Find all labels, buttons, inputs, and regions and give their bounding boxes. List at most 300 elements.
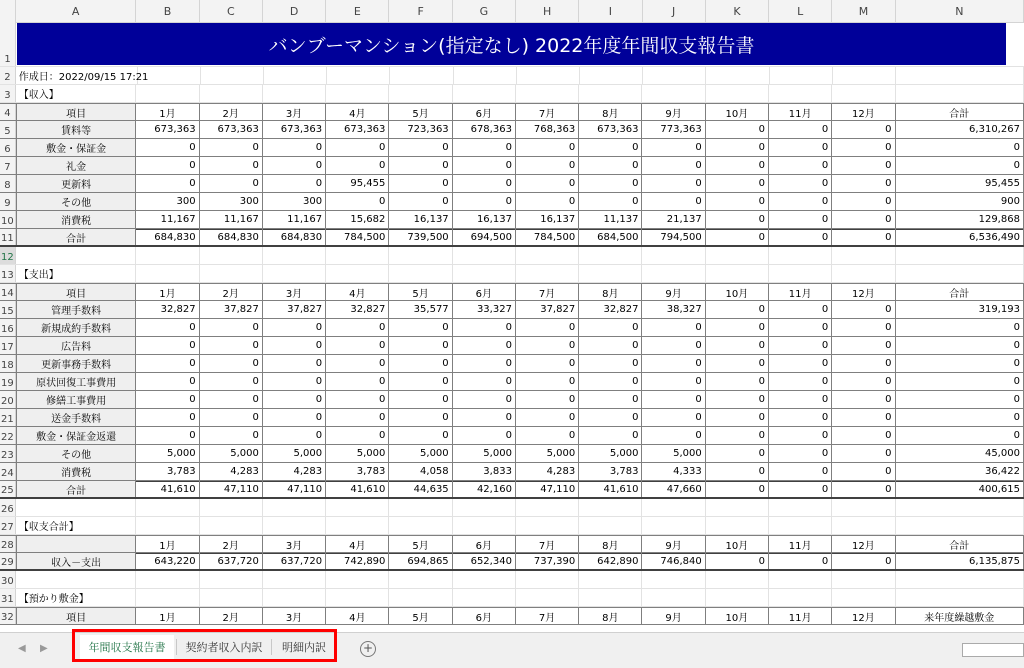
value-cell[interactable]: 0 (516, 193, 579, 210)
value-cell[interactable]: 0 (136, 373, 199, 390)
value-cell[interactable]: 0 (516, 427, 579, 444)
value-cell[interactable] (263, 589, 326, 606)
value-cell[interactable] (896, 265, 1024, 282)
value-cell[interactable]: 32,827 (136, 301, 199, 318)
value-cell[interactable] (642, 589, 705, 606)
value-cell[interactable] (896, 67, 1024, 84)
sheet-tab-annual-report[interactable]: 年間収支報告書 (80, 635, 174, 661)
value-cell[interactable]: 0 (389, 193, 452, 210)
value-cell[interactable] (136, 589, 199, 606)
value-cell[interactable]: 0 (832, 121, 895, 138)
value-cell[interactable]: 3月 (263, 284, 326, 300)
value-cell[interactable]: 0 (453, 175, 516, 192)
value-cell[interactable]: 0 (706, 301, 769, 318)
row-label-cell[interactable]: 消費税 (16, 211, 137, 228)
row-label-cell[interactable] (16, 536, 137, 552)
value-cell[interactable] (453, 247, 516, 264)
value-cell[interactable]: 8月 (579, 536, 642, 552)
row-header[interactable]: 20 (0, 391, 16, 408)
value-cell[interactable] (200, 589, 263, 606)
row-header[interactable]: 22 (0, 427, 16, 444)
value-cell[interactable]: 400,615 (896, 481, 1024, 497)
value-cell[interactable]: 0 (389, 319, 452, 336)
column-header-f[interactable]: F (389, 0, 452, 22)
value-cell[interactable] (579, 571, 642, 588)
value-cell[interactable]: 0 (200, 427, 263, 444)
value-cell[interactable]: 0 (516, 373, 579, 390)
value-cell[interactable]: 0 (389, 427, 452, 444)
value-cell[interactable]: 784,500 (326, 229, 389, 245)
column-header-d[interactable]: D (263, 0, 326, 22)
value-cell[interactable]: 0 (706, 463, 769, 480)
value-cell[interactable]: 694,865 (389, 553, 452, 569)
column-header-k[interactable]: K (706, 0, 769, 22)
prev-sheet-icon[interactable]: ◀ (18, 643, 26, 654)
value-cell[interactable]: 6,135,875 (896, 553, 1024, 569)
value-cell[interactable]: 0 (832, 355, 895, 372)
value-cell[interactable] (136, 247, 199, 264)
value-cell[interactable]: 0 (896, 319, 1024, 336)
value-cell[interactable]: 44,635 (389, 481, 452, 497)
row-header[interactable]: 28 (0, 536, 16, 552)
created-date[interactable]: 作成日：2022/09/15 17:21 (16, 67, 138, 84)
value-cell[interactable]: 11月 (769, 536, 832, 552)
value-cell[interactable]: 0 (453, 139, 516, 156)
value-cell[interactable]: 0 (389, 391, 452, 408)
value-cell[interactable]: 0 (706, 409, 769, 426)
value-cell[interactable]: 0 (389, 175, 452, 192)
row-label-cell[interactable]: 消費税 (16, 463, 137, 480)
value-cell[interactable]: 9月 (642, 104, 705, 120)
horizontal-scrollbar[interactable] (962, 643, 1024, 657)
value-cell[interactable] (896, 589, 1024, 606)
value-cell[interactable]: 0 (769, 121, 832, 138)
value-cell[interactable]: 3,783 (579, 463, 642, 480)
value-cell[interactable] (201, 67, 264, 84)
value-cell[interactable]: 3,833 (453, 463, 516, 480)
value-cell[interactable] (832, 517, 895, 534)
value-cell[interactable]: 4,333 (642, 463, 705, 480)
value-cell[interactable]: 0 (579, 193, 642, 210)
value-cell[interactable]: 0 (706, 139, 769, 156)
value-cell[interactable] (454, 67, 517, 84)
value-cell[interactable] (516, 85, 579, 102)
value-cell[interactable]: 16,137 (516, 211, 579, 228)
value-cell[interactable]: 5,000 (642, 445, 705, 462)
value-cell[interactable]: 0 (389, 139, 452, 156)
value-cell[interactable] (706, 589, 769, 606)
value-cell[interactable]: 0 (263, 355, 326, 372)
value-cell[interactable]: 0 (642, 427, 705, 444)
value-cell[interactable]: 0 (706, 211, 769, 228)
value-cell[interactable]: 652,340 (453, 553, 516, 569)
value-cell[interactable]: 0 (706, 229, 769, 245)
value-cell[interactable]: 0 (263, 427, 326, 444)
value-cell[interactable]: 0 (326, 373, 389, 390)
value-cell[interactable] (769, 265, 832, 282)
value-cell[interactable]: 0 (832, 337, 895, 354)
value-cell[interactable] (200, 265, 263, 282)
value-cell[interactable] (136, 85, 199, 102)
value-cell[interactable] (896, 571, 1024, 588)
value-cell[interactable]: 5,000 (326, 445, 389, 462)
value-cell[interactable]: 11,167 (136, 211, 199, 228)
value-cell[interactable] (642, 517, 705, 534)
value-cell[interactable] (642, 499, 705, 516)
value-cell[interactable] (326, 517, 389, 534)
value-cell[interactable]: 0 (516, 391, 579, 408)
value-cell[interactable]: 5月 (389, 284, 452, 300)
value-cell[interactable]: 0 (642, 391, 705, 408)
value-cell[interactable]: 0 (579, 157, 642, 174)
sheet-tab-details[interactable]: 明細内訳 (282, 641, 326, 654)
value-cell[interactable] (453, 589, 516, 606)
column-header-g[interactable]: G (453, 0, 516, 22)
row-label-cell[interactable] (16, 571, 137, 588)
value-cell[interactable]: 0 (200, 139, 263, 156)
value-cell[interactable]: 0 (516, 337, 579, 354)
value-cell[interactable]: 9月 (642, 536, 705, 552)
row-header[interactable]: 5 (0, 121, 16, 138)
add-sheet-icon[interactable]: + (360, 641, 376, 657)
row-label-cell[interactable]: 敷金・保証金返還 (16, 427, 137, 444)
value-cell[interactable] (832, 247, 895, 264)
value-cell[interactable] (138, 67, 201, 84)
value-cell[interactable]: 37,827 (263, 301, 326, 318)
value-cell[interactable]: 0 (706, 175, 769, 192)
value-cell[interactable] (389, 517, 452, 534)
value-cell[interactable]: 36,422 (896, 463, 1024, 480)
value-cell[interactable]: 742,890 (326, 553, 389, 569)
value-cell[interactable]: 0 (263, 175, 326, 192)
value-cell[interactable]: 673,363 (579, 121, 642, 138)
row-header[interactable]: 1 (0, 22, 16, 66)
value-cell[interactable]: 4,058 (389, 463, 452, 480)
value-cell[interactable]: 0 (832, 139, 895, 156)
value-cell[interactable]: 0 (200, 319, 263, 336)
value-cell[interactable]: 6月 (453, 536, 516, 552)
value-cell[interactable]: 41,610 (326, 481, 389, 497)
value-cell[interactable]: 0 (769, 175, 832, 192)
row-label-cell[interactable]: 合計 (16, 481, 137, 497)
value-cell[interactable]: 合計 (896, 536, 1024, 552)
value-cell[interactable]: 0 (706, 121, 769, 138)
value-cell[interactable] (832, 499, 895, 516)
value-cell[interactable] (706, 85, 769, 102)
value-cell[interactable]: 4月 (326, 104, 389, 120)
value-cell[interactable]: 0 (453, 319, 516, 336)
value-cell[interactable]: 4,283 (263, 463, 326, 480)
value-cell[interactable]: 11月 (769, 608, 832, 624)
value-cell[interactable] (389, 85, 452, 102)
row-label-cell[interactable]: その他 (16, 445, 137, 462)
value-cell[interactable]: 0 (453, 373, 516, 390)
value-cell[interactable]: 2月 (200, 284, 263, 300)
column-header-a[interactable]: A (16, 0, 137, 22)
row-label-cell[interactable]: 項目 (16, 608, 137, 624)
value-cell[interactable]: 0 (769, 211, 832, 228)
value-cell[interactable] (706, 571, 769, 588)
value-cell[interactable]: 35,577 (389, 301, 452, 318)
value-cell[interactable]: 10月 (706, 608, 769, 624)
value-cell[interactable]: 0 (896, 139, 1024, 156)
row-label-cell[interactable]: 新規成約手数料 (16, 319, 137, 336)
value-cell[interactable]: 5月 (389, 536, 452, 552)
value-cell[interactable] (706, 265, 769, 282)
value-cell[interactable]: 0 (832, 463, 895, 480)
value-cell[interactable]: 0 (706, 553, 769, 569)
value-cell[interactable]: 11月 (769, 284, 832, 300)
value-cell[interactable] (516, 499, 579, 516)
value-cell[interactable]: 32,827 (579, 301, 642, 318)
value-cell[interactable]: 37,827 (200, 301, 263, 318)
value-cell[interactable]: 0 (136, 355, 199, 372)
value-cell[interactable]: 10月 (706, 104, 769, 120)
value-cell[interactable]: 673,363 (136, 121, 199, 138)
value-cell[interactable]: 32,827 (326, 301, 389, 318)
value-cell[interactable]: 0 (263, 319, 326, 336)
row-header[interactable]: 15 (0, 301, 16, 318)
value-cell[interactable]: 4月 (326, 536, 389, 552)
value-cell[interactable]: 0 (200, 355, 263, 372)
column-header-n[interactable]: N (896, 0, 1024, 22)
value-cell[interactable] (263, 517, 326, 534)
value-cell[interactable]: 0 (896, 409, 1024, 426)
value-cell[interactable]: 0 (832, 319, 895, 336)
value-cell[interactable]: 0 (896, 373, 1024, 390)
value-cell[interactable]: 300 (263, 193, 326, 210)
value-cell[interactable] (200, 499, 263, 516)
value-cell[interactable]: 0 (326, 427, 389, 444)
value-cell[interactable]: 684,830 (200, 229, 263, 245)
value-cell[interactable]: 0 (136, 409, 199, 426)
row-header[interactable]: 17 (0, 337, 16, 354)
value-cell[interactable] (263, 499, 326, 516)
value-cell[interactable]: 673,363 (326, 121, 389, 138)
value-cell[interactable] (769, 499, 832, 516)
value-cell[interactable]: 42,160 (453, 481, 516, 497)
value-cell[interactable]: 694,500 (453, 229, 516, 245)
value-cell[interactable]: 3月 (263, 104, 326, 120)
value-cell[interactable]: 737,390 (516, 553, 579, 569)
value-cell[interactable]: 6月 (453, 104, 516, 120)
value-cell[interactable] (200, 85, 263, 102)
value-cell[interactable] (326, 265, 389, 282)
value-cell[interactable]: 0 (706, 193, 769, 210)
value-cell[interactable]: 5,000 (389, 445, 452, 462)
value-cell[interactable]: 0 (642, 193, 705, 210)
row-label-cell[interactable]: 項目 (16, 104, 137, 120)
value-cell[interactable]: 0 (832, 445, 895, 462)
value-cell[interactable]: 0 (642, 373, 705, 390)
value-cell[interactable]: 0 (832, 229, 895, 245)
row-header[interactable]: 18 (0, 355, 16, 372)
row-header[interactable]: 13 (0, 265, 16, 282)
row-header[interactable]: 3 (0, 85, 16, 102)
value-cell[interactable]: 773,363 (642, 121, 705, 138)
value-cell[interactable]: 0 (642, 337, 705, 354)
value-cell[interactable] (453, 499, 516, 516)
value-cell[interactable] (832, 85, 895, 102)
value-cell[interactable]: 0 (706, 355, 769, 372)
value-cell[interactable]: 0 (769, 409, 832, 426)
value-cell[interactable]: 12月 (832, 536, 895, 552)
value-cell[interactable]: 5,000 (453, 445, 516, 462)
row-header[interactable]: 23 (0, 445, 16, 462)
value-cell[interactable]: 0 (706, 319, 769, 336)
value-cell[interactable]: 0 (832, 373, 895, 390)
row-header[interactable]: 9 (0, 193, 16, 210)
value-cell[interactable]: 41,610 (579, 481, 642, 497)
value-cell[interactable]: 0 (263, 373, 326, 390)
value-cell[interactable]: 0 (453, 355, 516, 372)
value-cell[interactable] (832, 265, 895, 282)
row-label-cell[interactable]: 管理手数料 (16, 301, 137, 318)
row-header[interactable]: 26 (0, 499, 16, 516)
value-cell[interactable]: 0 (200, 157, 263, 174)
value-cell[interactable]: 7月 (516, 608, 579, 624)
value-cell[interactable] (579, 499, 642, 516)
value-cell[interactable]: 3月 (263, 608, 326, 624)
value-cell[interactable] (769, 247, 832, 264)
value-cell[interactable] (579, 247, 642, 264)
row-header[interactable]: 25 (0, 481, 16, 497)
value-cell[interactable]: 0 (579, 427, 642, 444)
value-cell[interactable]: 0 (200, 337, 263, 354)
value-cell[interactable]: 0 (579, 355, 642, 372)
value-cell[interactable]: 0 (642, 409, 705, 426)
value-cell[interactable] (642, 571, 705, 588)
value-cell[interactable]: 8月 (579, 104, 642, 120)
value-cell[interactable]: 0 (769, 301, 832, 318)
value-cell[interactable]: 2月 (200, 608, 263, 624)
value-cell[interactable] (326, 571, 389, 588)
value-cell[interactable] (516, 571, 579, 588)
value-cell[interactable]: 6月 (453, 284, 516, 300)
row-label-cell[interactable]: その他 (16, 193, 137, 210)
value-cell[interactable]: 0 (769, 445, 832, 462)
row-header[interactable]: 19 (0, 373, 16, 390)
column-header-m[interactable]: M (832, 0, 895, 22)
value-cell[interactable] (579, 265, 642, 282)
value-cell[interactable]: 637,720 (200, 553, 263, 569)
value-cell[interactable] (389, 499, 452, 516)
value-cell[interactable] (389, 247, 452, 264)
value-cell[interactable]: 0 (769, 427, 832, 444)
value-cell[interactable]: 0 (769, 463, 832, 480)
value-cell[interactable]: 16,137 (453, 211, 516, 228)
value-cell[interactable] (389, 571, 452, 588)
value-cell[interactable]: 0 (769, 139, 832, 156)
value-cell[interactable]: 684,830 (263, 229, 326, 245)
value-cell[interactable]: 0 (453, 157, 516, 174)
value-cell[interactable]: 0 (832, 391, 895, 408)
value-cell[interactable]: 47,110 (200, 481, 263, 497)
value-cell[interactable] (453, 517, 516, 534)
value-cell[interactable]: 12月 (832, 608, 895, 624)
value-cell[interactable]: 11月 (769, 104, 832, 120)
value-cell[interactable]: 0 (516, 409, 579, 426)
row-label-cell[interactable]: 原状回復工事費用 (16, 373, 137, 390)
value-cell[interactable]: 0 (326, 355, 389, 372)
value-cell[interactable]: 723,363 (389, 121, 452, 138)
value-cell[interactable] (517, 67, 580, 84)
value-cell[interactable] (453, 85, 516, 102)
value-cell[interactable] (769, 517, 832, 534)
value-cell[interactable]: 4,283 (516, 463, 579, 480)
value-cell[interactable]: 0 (136, 319, 199, 336)
value-cell[interactable] (706, 67, 769, 84)
value-cell[interactable]: 0 (579, 337, 642, 354)
value-cell[interactable]: 642,890 (579, 553, 642, 569)
value-cell[interactable]: 0 (136, 175, 199, 192)
value-cell[interactable]: 6,536,490 (896, 229, 1024, 245)
value-cell[interactable] (389, 589, 452, 606)
report-title[interactable]: バンブーマンション(指定なし) 2022年度年間収支報告書 (17, 23, 1006, 65)
value-cell[interactable]: 9月 (642, 284, 705, 300)
value-cell[interactable] (136, 571, 199, 588)
value-cell[interactable]: 0 (579, 175, 642, 192)
row-header[interactable]: 24 (0, 463, 16, 480)
value-cell[interactable]: 7月 (516, 284, 579, 300)
value-cell[interactable]: 95,455 (326, 175, 389, 192)
value-cell[interactable]: 41,610 (136, 481, 199, 497)
value-cell[interactable] (136, 517, 199, 534)
value-cell[interactable]: 0 (516, 355, 579, 372)
value-cell[interactable]: 0 (263, 391, 326, 408)
value-cell[interactable] (642, 85, 705, 102)
value-cell[interactable]: 0 (579, 139, 642, 156)
value-cell[interactable] (769, 571, 832, 588)
value-cell[interactable]: 1月 (136, 608, 199, 624)
row-header[interactable]: 8 (0, 175, 16, 192)
value-cell[interactable]: 794,500 (642, 229, 705, 245)
row-header[interactable]: 29 (0, 553, 16, 569)
value-cell[interactable] (579, 85, 642, 102)
value-cell[interactable] (390, 67, 453, 84)
row-header[interactable]: 4 (0, 104, 16, 120)
value-cell[interactable]: 0 (389, 337, 452, 354)
value-cell[interactable]: 1月 (136, 536, 199, 552)
value-cell[interactable]: 5,000 (579, 445, 642, 462)
row-label-cell[interactable]: 敷金・保証金 (16, 139, 137, 156)
row-label-cell[interactable] (16, 499, 137, 516)
value-cell[interactable]: 746,840 (642, 553, 705, 569)
column-header-e[interactable]: E (326, 0, 389, 22)
value-cell[interactable]: 0 (706, 337, 769, 354)
value-cell[interactable]: 0 (832, 193, 895, 210)
value-cell[interactable]: 7月 (516, 104, 579, 120)
value-cell[interactable] (832, 589, 895, 606)
value-cell[interactable]: 0 (326, 139, 389, 156)
value-cell[interactable] (263, 265, 326, 282)
value-cell[interactable]: 47,110 (516, 481, 579, 497)
value-cell[interactable]: 5月 (389, 608, 452, 624)
column-header-h[interactable]: H (516, 0, 579, 22)
value-cell[interactable] (642, 247, 705, 264)
value-cell[interactable]: 1月 (136, 284, 199, 300)
value-cell[interactable]: 0 (706, 481, 769, 497)
value-cell[interactable]: 0 (769, 481, 832, 497)
row-header[interactable]: 30 (0, 571, 16, 588)
value-cell[interactable]: 0 (516, 157, 579, 174)
value-cell[interactable]: 637,720 (263, 553, 326, 569)
value-cell[interactable]: 0 (769, 229, 832, 245)
value-cell[interactable] (896, 85, 1024, 102)
value-cell[interactable]: 0 (769, 193, 832, 210)
value-cell[interactable]: 0 (896, 427, 1024, 444)
value-cell[interactable]: 3,783 (326, 463, 389, 480)
